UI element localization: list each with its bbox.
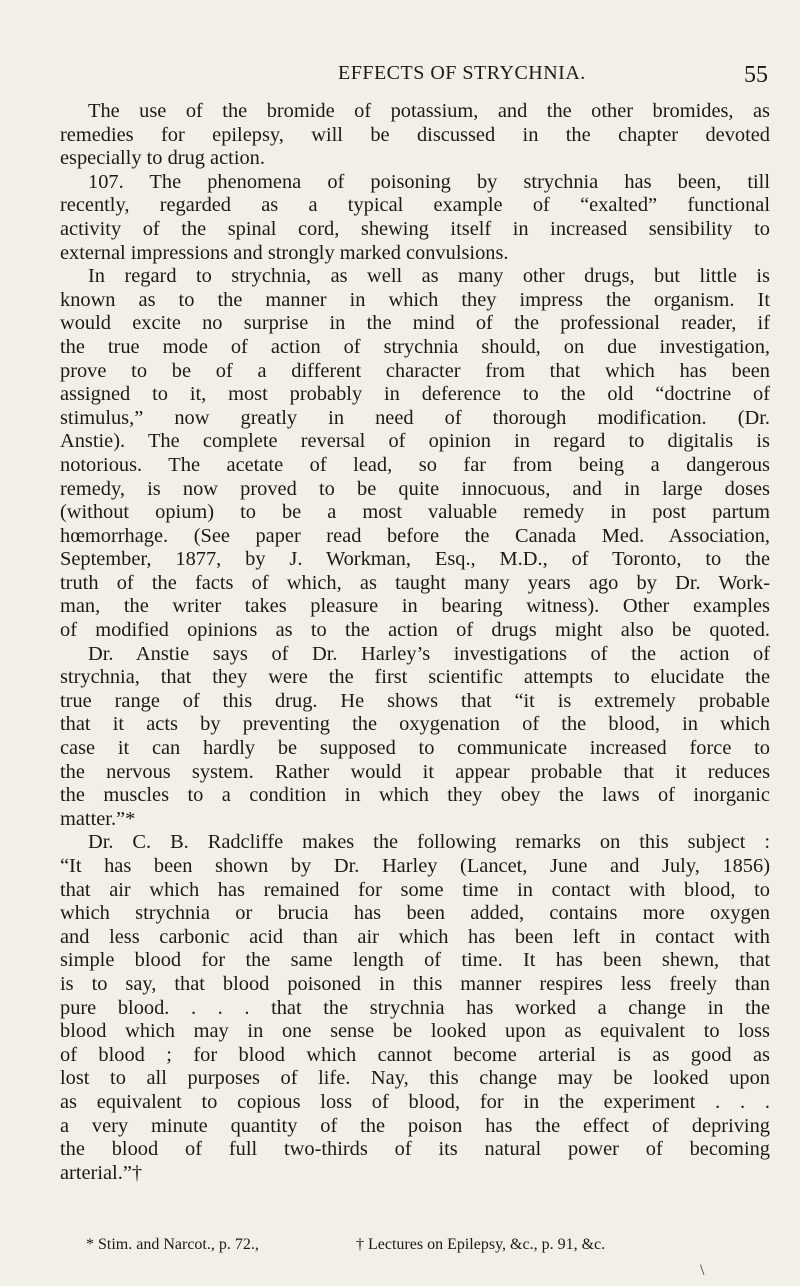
text-line: of modified opinions as to the action of drugs might also be quoted. xyxy=(60,619,770,642)
text-line: Anstie). The complete reversal of opinion in regard to digitalis is xyxy=(60,430,770,453)
text-line: hœmorrhage. (See paper read before the Canada Med. Association, xyxy=(60,524,770,547)
text-line: the muscles to a condition in which they obey the laws of inorganic xyxy=(60,784,770,807)
text-line: is to say, that blood poisoned in this manner respires less freely than xyxy=(60,972,770,995)
text-line: which strychnia or brucia has been added, contains more oxygen xyxy=(60,902,770,925)
text-line: lost to all purposes of life. Nay, this change may be looked upon xyxy=(60,1067,770,1090)
text-line: stimulus,” now greatly in need of thorough modification. (Dr. xyxy=(60,406,770,429)
text-line: that it acts by preventing the oxygenation of the blood, in which xyxy=(60,713,770,736)
text-line: truth of the facts of which, as taught many years ago by Dr. Work- xyxy=(60,571,770,594)
text-line: the nervous system. Rather would it appear probable that it reduces xyxy=(60,760,770,783)
footnote-1: * Stim. and Narcot., p. 72., xyxy=(86,1236,259,1253)
text-line: 107. The phenomena of poisoning by strychnia has been, till xyxy=(88,170,770,193)
text-line: prove to be of a different character from that which has been xyxy=(60,359,770,382)
running-header xyxy=(60,62,770,92)
text-line: Dr. Anstie says of Dr. Harley’s investigations of the action of xyxy=(88,642,770,665)
text-line: and less carbonic acid than air which has been left in contact with xyxy=(60,925,770,948)
text-line: of blood ; for blood which cannot become arterial is as good as xyxy=(60,1043,770,1066)
footnotes xyxy=(86,1236,766,1256)
text-line: (without opium) to be a most valuable remedy in post partum xyxy=(60,501,770,524)
text-line: assigned to it, most probably in deference to the old “doctrine of xyxy=(60,383,770,406)
text-line: In regard to strychnia, as well as many other drugs, but little is xyxy=(88,265,770,288)
text-line: external impressions and strongly marked convulsions. xyxy=(60,241,509,264)
text-line: matter.”* xyxy=(60,807,136,830)
text-line: notorious. The acetate of lead, so far from being a dangerous xyxy=(60,453,770,476)
text-line: pure blood. . . . that the strychnia has worked a change in the xyxy=(60,996,770,1019)
text-line: remedies for epilepsy, will be discussed in the chapter devoted xyxy=(60,123,770,146)
text-line: Dr. C. B. Radcliffe makes the following remarks on this subject : xyxy=(88,831,770,854)
text-line: simple blood for the same length of time. It has been shewn, that xyxy=(60,949,770,972)
text-line: that air which has remained for some time in contact with blood, to xyxy=(60,878,770,901)
page-number: 55 xyxy=(744,62,768,88)
text-line: a very minute quantity of the poison has the effect of depriving xyxy=(60,1114,770,1137)
footnote-2: † Lectures on Epilepsy, &c., p. 91, &c. xyxy=(356,1236,606,1253)
text-line: arterial.”† xyxy=(60,1161,143,1184)
text-line: activity of the spinal cord, shewing itself in increased sensibility to xyxy=(60,217,770,240)
text-line: known as to the manner in which they impress the organism. It xyxy=(60,288,770,311)
text-line: man, the writer takes pleasure in bearing witness). Other examples xyxy=(60,595,770,618)
text-line: as equivalent to copious loss of blood, for in the experiment . . . xyxy=(60,1090,770,1113)
text-line: the true mode of action of strychnia should, on due investigation, xyxy=(60,335,770,358)
text-line: the blood of full two-thirds of its natural power of becoming xyxy=(60,1138,770,1161)
running-title: EFFECTS OF STRYCHNIA. xyxy=(338,62,586,84)
text-line: case it can hardly be supposed to communicate increased force to xyxy=(60,737,770,760)
text-line: would excite no surprise in the mind of the professional reader, if xyxy=(60,312,770,335)
text-line: true range of this drug. He shows that “it is extremely probable xyxy=(60,689,770,712)
text-line: strychnia, that they were the first scientific attempts to elucidate the xyxy=(60,666,770,689)
text-line: “It has been shown by Dr. Harley (Lancet, June and July, 1856) xyxy=(60,855,770,877)
text-line: September, 1877, by J. Workman, Esq., M.D., of Toronto, to the xyxy=(60,548,770,571)
text-line: recently, regarded as a typical example of “exalted” functional xyxy=(60,194,770,217)
body-text xyxy=(60,100,770,1185)
text-line: especially to drug action. xyxy=(60,147,265,170)
text-line: blood which may in one sense be looked upon as equivalent to loss xyxy=(60,1020,770,1043)
margin-mark: \ xyxy=(700,1262,705,1279)
text-line: The use of the bromide of potassium, and the other bromides, as xyxy=(88,100,770,122)
text-line: remedy, is now proved to be quite innocuous, and in large doses xyxy=(60,477,770,500)
